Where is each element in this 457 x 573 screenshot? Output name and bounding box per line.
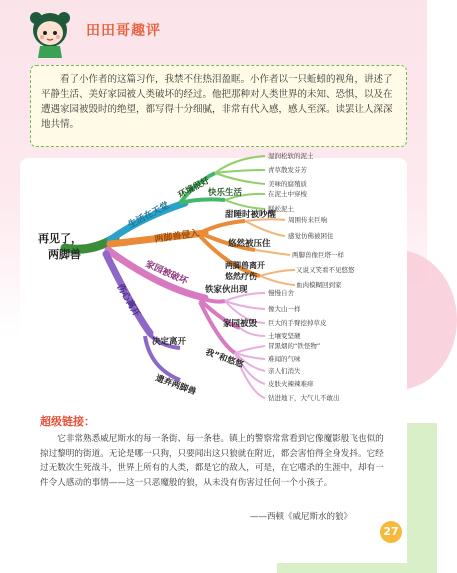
branch-label: 快乐生活 [208, 188, 243, 198]
comment-text: 看了小作者的这篇习作，我禁不住热泪盈眶。小作者以一只蚯蚓的视角，讲述了平静生活、美好家园被人类破坏的经过。他把那种对人类世界的未知、恐惧，以及在遭遇家园被毁时的绝望，都写得十分细腻，非常有代入感，感人至深。读罢让人深深地共情。 [41, 74, 393, 130]
branch-label: 决定离开 [152, 337, 187, 347]
branch-label: 甜睡时被吵醒 [225, 210, 277, 220]
branch-label: 家园被破坏 [143, 259, 189, 288]
leaf-label: 在泥土中穿梭 [268, 190, 307, 198]
source-citation: ——西顿《威尼斯水的狼》 [250, 512, 353, 522]
branch-label: 生活在天堂 [126, 200, 172, 231]
girl-avatar-icon [28, 8, 72, 58]
branch-label: 铁家伙出现 [205, 285, 248, 295]
leaf-label: 湿润松软的泥土 [268, 152, 314, 160]
leaf-label: 两脚兽像巨塔一样 [292, 251, 344, 259]
leaf-label: 亲人们消失 [268, 367, 301, 375]
branch-label: 我”和悠悠 [203, 347, 245, 371]
comment-box [30, 65, 407, 147]
leaf-label: 皮肤火辣辣难痒 [268, 380, 314, 388]
super-link-text: 它非常熟悉威尼斯水的每一条街、每一条巷。镇上的警察常常看到它像魔影般飞也似的掠过黎明的街道。无论是哪一只狗，只要闻出这只狼就在附近，都会害怕得全身发抖。它经过无数次生死战斗，世界上所有的人类，都是它的敌人，可是，在它嗜杀的生涯中，却有一件令人感动的事情——这一只恶魔般的狼，从未没有伤害过任何一个小孩子。 [40, 434, 384, 488]
leaf-label: 慢慢自舍 [268, 289, 294, 297]
mindmap-root-line2: 两脚兽 [48, 248, 81, 261]
column-title: 田田哥趣评 [86, 23, 161, 39]
leaf-label: 难闻的气味 [268, 355, 301, 363]
leaf-label: 像大山一样 [268, 305, 301, 313]
branch-label: 悠然被压住 [228, 239, 271, 249]
page-number: 27 [380, 521, 402, 543]
mindmap-root-line1: 再见了， [38, 232, 82, 245]
leaf-label: 疑松泥土 [268, 205, 294, 213]
mind-map [20, 152, 407, 408]
leaf-label: 美味的腐殖质 [268, 180, 307, 188]
leaf-label: 感觉仿佛被困住 [288, 232, 334, 240]
branch-label: 两脚兽离开 [225, 261, 265, 270]
leaf-label: 周围传来巨响 [288, 216, 327, 224]
branch-label: 两脚兽侵入 [154, 228, 200, 245]
branch-label: 伤心离开 [114, 282, 142, 319]
header [28, 8, 161, 70]
leaf-label: 青草散发芬芳 [268, 166, 307, 174]
leaf-label: 冒黑烟的“铁怪物” [268, 342, 321, 350]
leaf-label: 钻进地下，大气儿不敢出 [268, 394, 340, 402]
leaf-label: 巨大的手臂挖掉草皮 [268, 319, 327, 327]
leaf-label: 血肉模糊回到家 [296, 281, 342, 289]
branch-label: 遗弃两脚兽 [153, 373, 198, 398]
branch-label: 家园被毁 [223, 319, 258, 329]
branch-label: 环境很好 [176, 175, 212, 201]
leaf-label: 土壤变坚硬 [268, 332, 301, 340]
leaf-label: 又说又笑看不见悠悠 [296, 266, 355, 274]
super-link-title: 超级链接： [40, 415, 95, 428]
branch-label: 悠然疗伤 [225, 272, 257, 281]
